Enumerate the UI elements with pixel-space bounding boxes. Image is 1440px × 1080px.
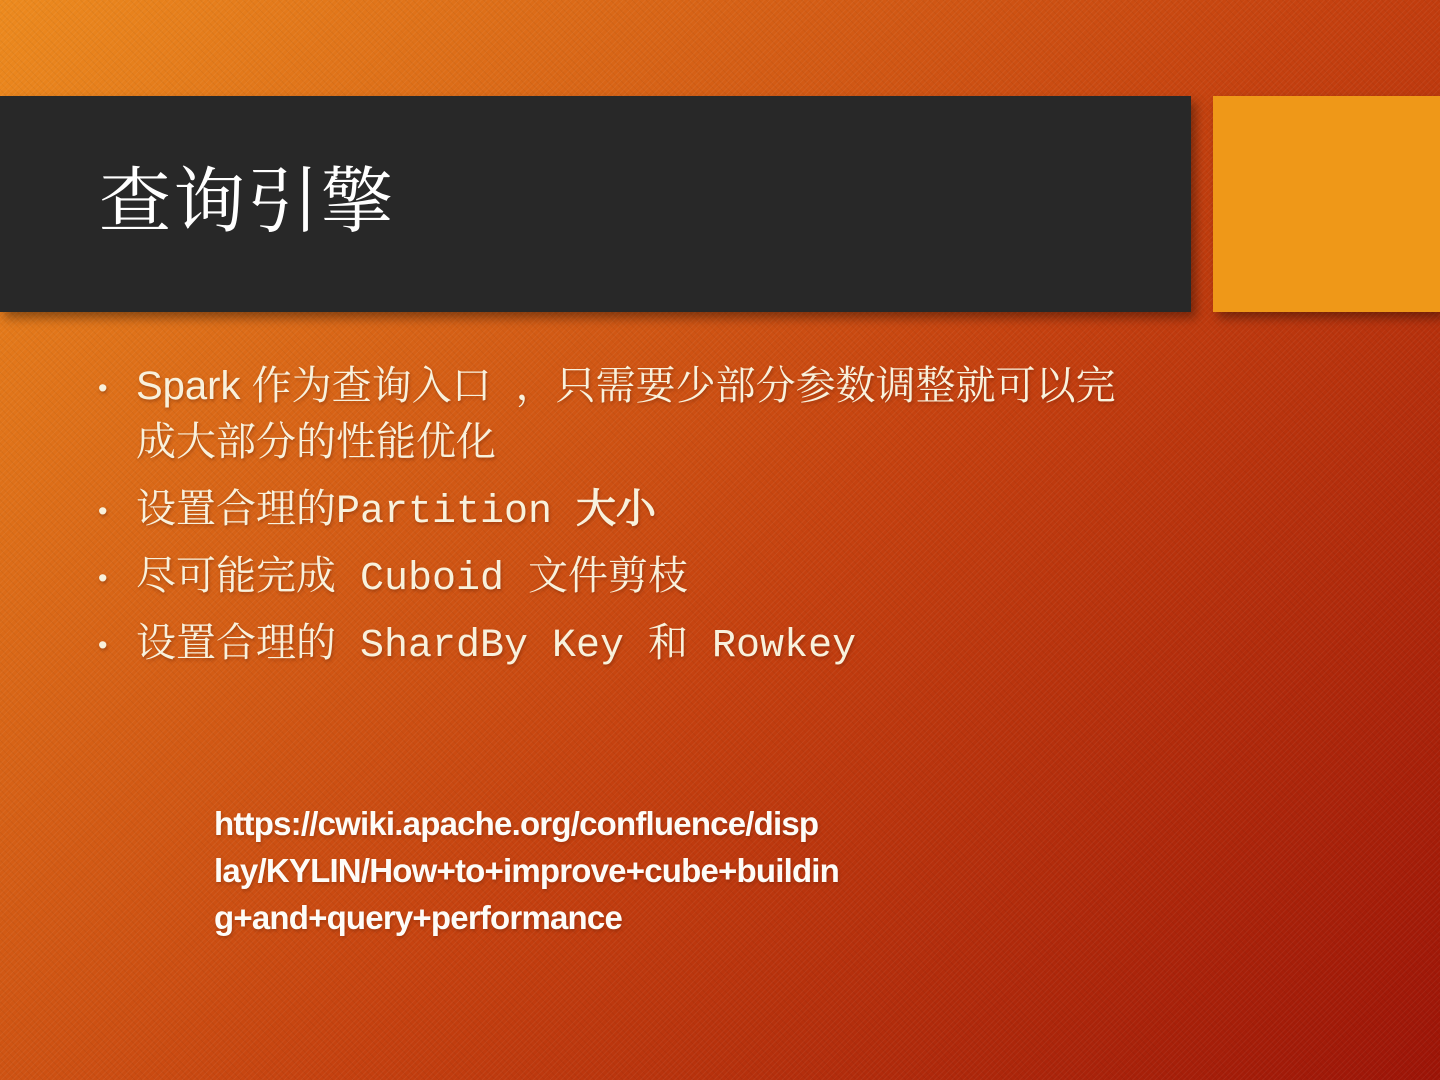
bullet-marker-icon: • <box>98 563 108 593</box>
bullet-marker-icon: • <box>98 373 108 403</box>
accent-square <box>1213 96 1440 312</box>
reference-url-line: g+and+query+performance <box>214 899 623 936</box>
reference-url-line: https://cwiki.apache.org/confluence/disp <box>214 805 819 842</box>
bullet-text: 设置合理的Partition 大小 <box>136 487 657 535</box>
bullet-text: 设置合理的 ShardBy Key 和 Rowkey <box>136 624 857 669</box>
reference-url[interactable] <box>214 800 974 941</box>
bullet-list <box>98 360 1128 684</box>
bullet-text: 尽可能完成 Cuboid 文件剪枝 <box>136 557 689 602</box>
bullet-marker-icon: • <box>98 496 108 526</box>
bullet-item <box>98 617 1128 673</box>
bullet-item <box>98 360 1128 472</box>
slide-title: 查询引擎 <box>99 162 396 242</box>
bullet-text: Spark 作为查询入口 ，只需要少部分参数调整就可以完成大部分的性能优化 <box>136 364 1116 468</box>
bullet-marker-icon: • <box>98 630 108 660</box>
bullet-item <box>98 483 1128 539</box>
reference-url-line: lay/KYLIN/How+to+improve+cube+buildin <box>214 852 840 889</box>
title-bar <box>0 96 1191 312</box>
bullet-item <box>98 550 1128 606</box>
